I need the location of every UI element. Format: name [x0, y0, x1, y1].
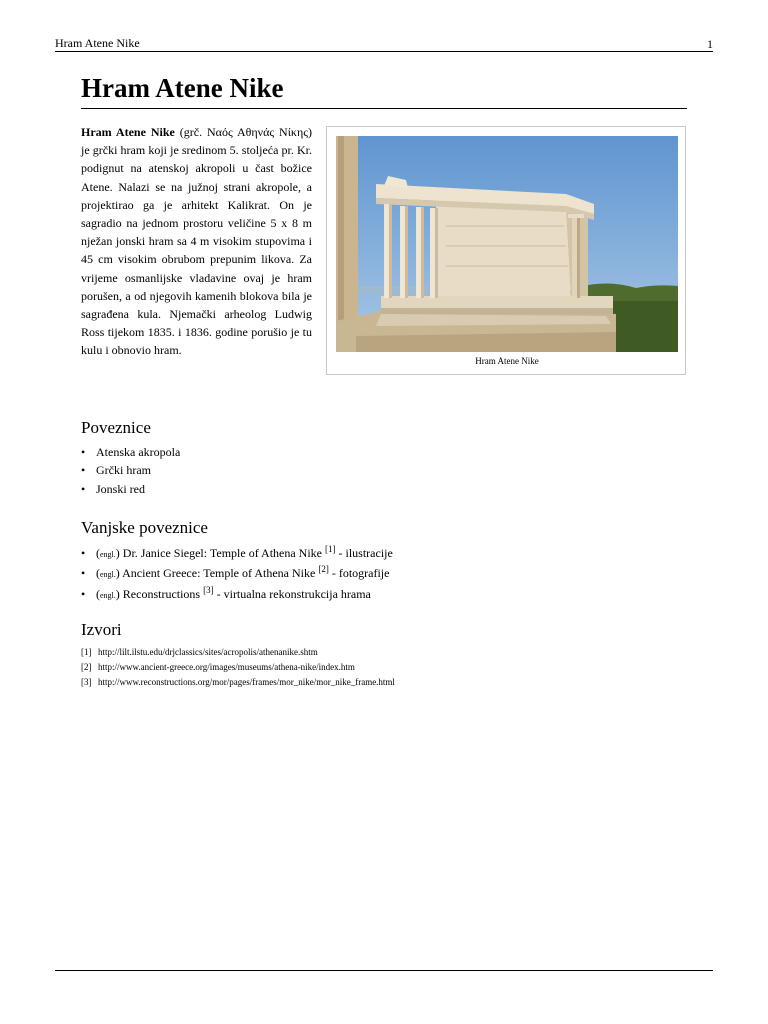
reference-marker[interactable]: [1] [325, 544, 336, 554]
list-item: • (engl.) Reconstructions [3] - virtualna rekonstrukcija hrama [81, 585, 393, 605]
reference-item [81, 675, 395, 690]
see-also-link[interactable]: Jonski red [96, 481, 145, 496]
bullet-icon: • [81, 481, 86, 496]
intro-bold-term: Hram Atene Nike [81, 125, 175, 139]
see-also-link[interactable]: Grčki hram [96, 463, 151, 478]
footer-rule [55, 970, 713, 971]
reference-url[interactable]: http://lilt.ilstu.edu/drjclassics/sites/acropolis/athenanike.shtm [98, 647, 318, 657]
running-header-title: Hram Atene Nike [55, 36, 140, 50]
reference-marker[interactable]: [2] [318, 564, 329, 575]
external-link[interactable]: Ancient Greece: Temple of Athena Nike [122, 566, 316, 581]
reference-url[interactable]: http://www.ancient-greece.org/images/museums/athena-nike/index.htm [98, 662, 355, 673]
bullet-icon: • [81, 566, 86, 581]
external-links-list [81, 544, 393, 605]
bullet-icon: • [81, 546, 86, 560]
reference-number: [3] [81, 677, 92, 688]
temple-photo[interactable] [336, 136, 678, 352]
page-number: 1 [707, 37, 713, 51]
list-item: • (engl.) Dr. Janice Siegel: Temple of Athena Nike [1] - ilustracije [81, 544, 393, 564]
language-label: engl. [100, 570, 116, 580]
bullet-icon: • [81, 445, 86, 459]
running-header [55, 36, 713, 52]
page-title: Hram Atene Nike [81, 70, 687, 109]
section-heading-poveznice: Poveznice [81, 418, 151, 437]
link-description: - fotografije [328, 566, 390, 581]
reference-marker[interactable]: [3] [203, 584, 214, 595]
bullet-icon: • [81, 586, 86, 601]
intro-text: (grč. Ναός Αθηνάς Νίκης) je grčki hram koji je sredinom 5. stoljeća pr. Kr. podignut na atenskoj akropoli u čast božice Atene. Nalazi se na južnoj strani akropole, a projektirao ga je arhitekt Kalikrat. On je sagradio na jednom prostoru veličine 5 x 8 m nježan jonski hram sa 4 m visokim stupovima i 45 cm visokim obrubom prepunim likova. Za vrijeme osmanlijske vladavine ovaj je hram porušen, a od njegovih kamenih blokova bila je sagrađena kula. Njemački arheolog Ludwig Ross tijekom 1835. i 1836. godine porušio je tu kulu i obnovio hram. [81, 125, 312, 358]
list-item[interactable] [81, 443, 180, 461]
reference-url[interactable]: http://www.reconstructions.org/mor/pages/frames/mor_nike/mor_nike_frame.html [98, 677, 395, 688]
list-item: • (engl.) Ancient Greece: Temple of Athena Nike [2] - fotografije [81, 564, 393, 584]
see-also-link[interactable]: Atenska akropola [96, 445, 181, 459]
section-heading-izvori: Izvori [81, 620, 122, 639]
reference-item [81, 645, 395, 660]
reference-item [81, 660, 395, 675]
intro-paragraph [81, 123, 312, 360]
list-item[interactable] [81, 480, 180, 498]
language-label: engl. [100, 550, 116, 559]
figure-caption: Hram Atene Nike [475, 356, 539, 366]
link-description: - ilustracije [335, 546, 393, 560]
language-label: engl. [100, 590, 116, 600]
external-link[interactable]: Dr. Janice Siegel: Temple of Athena Nike [122, 546, 322, 560]
reference-number: [1] [81, 647, 92, 657]
list-item[interactable] [81, 461, 180, 479]
bullet-icon: • [81, 463, 86, 478]
external-link[interactable]: Reconstructions [122, 586, 201, 601]
see-also-list [81, 443, 180, 498]
reference-number: [2] [81, 662, 92, 673]
figure-box [326, 126, 686, 375]
references-list [81, 645, 395, 691]
link-description: - virtualna rekonstrukcija hrama [213, 586, 371, 601]
section-heading-vanjske-poveznice: Vanjske poveznice [81, 518, 208, 537]
